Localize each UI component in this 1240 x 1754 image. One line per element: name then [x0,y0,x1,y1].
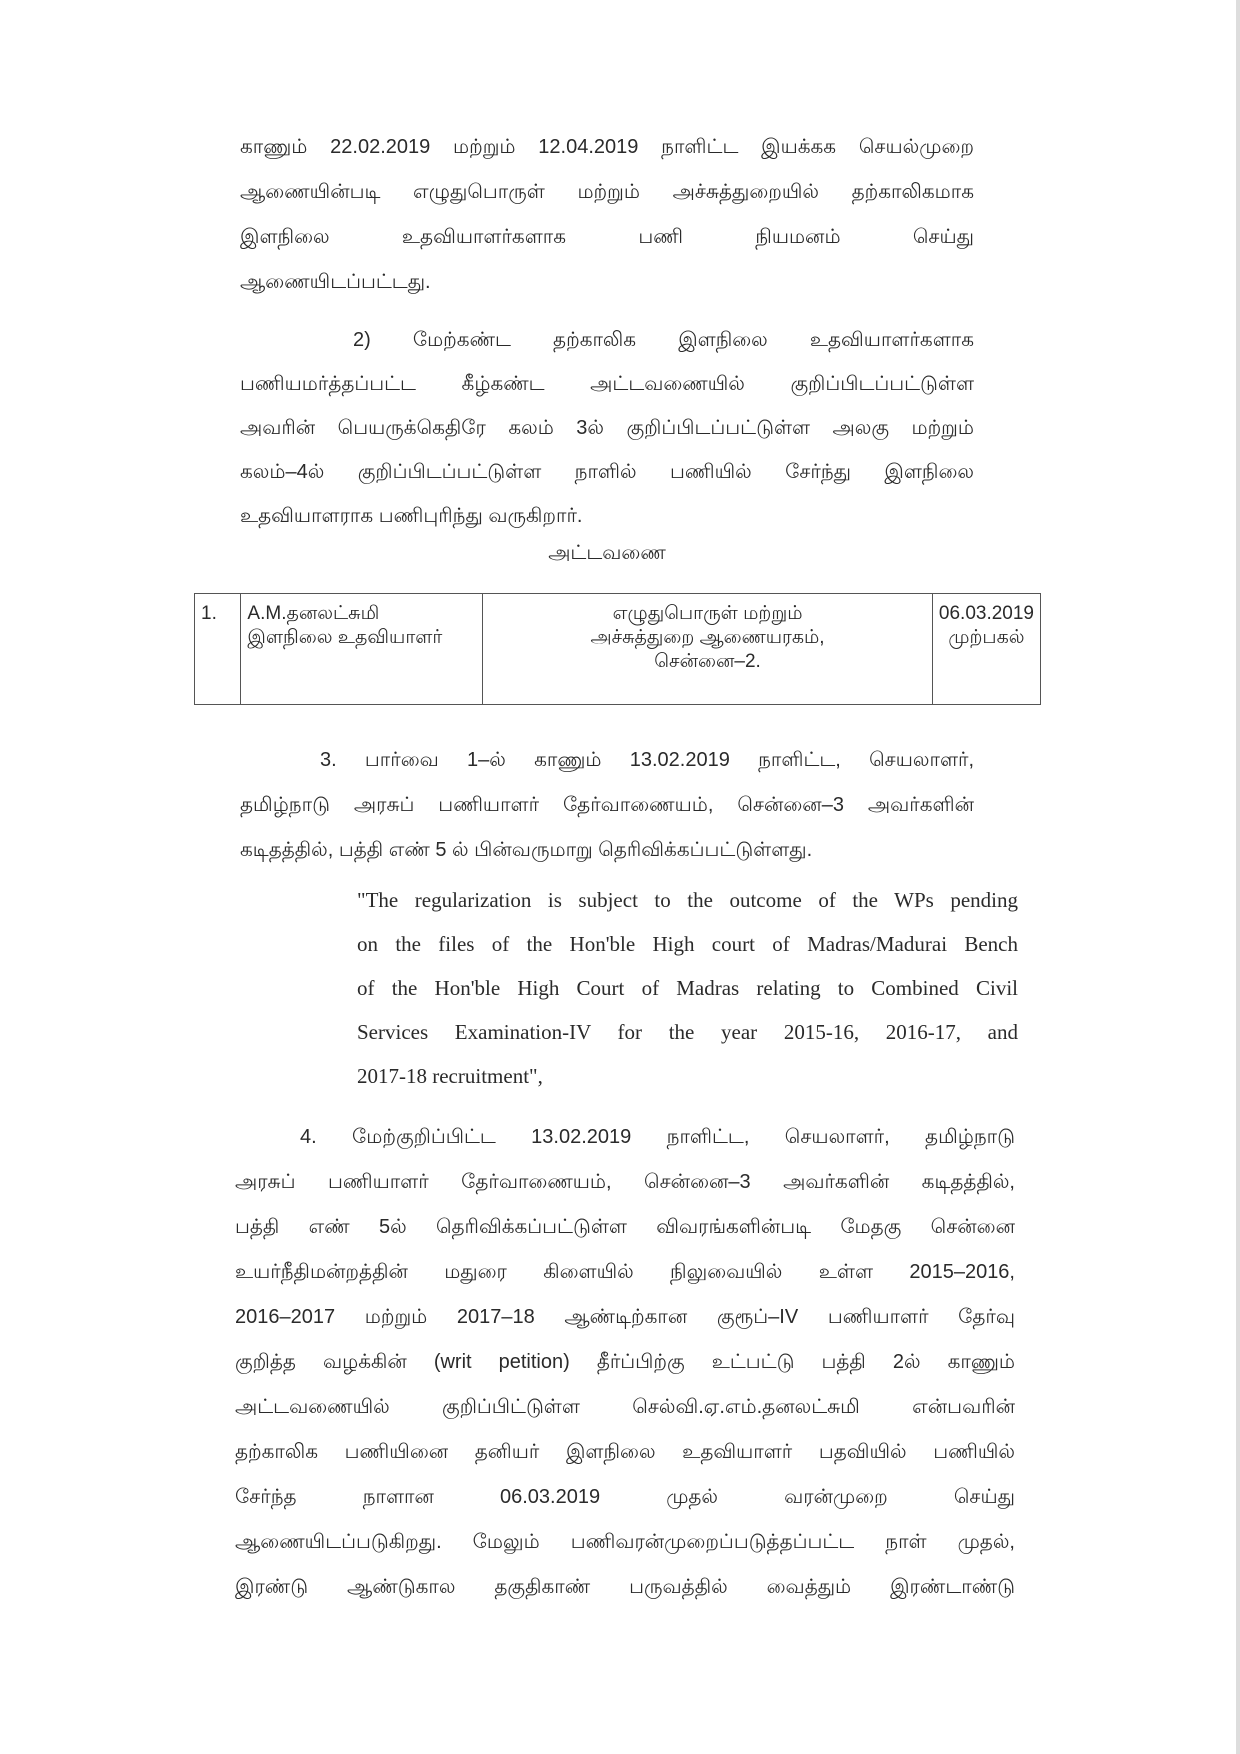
text-line: காணும் 22.02.2019 மற்றும் 12.04.2019 நாளிட்ட இயக்கக செயல்முறை [240,136,974,158]
text-line: இளநிலை உதவியாளர்களாக பணி நியமனம் செய்து [240,226,974,248]
text-line: ஆணையிடப்படுகிறது. மேலும் பணிவரன்முறைப்படுத்தப்பட்ட நாள் முதல், [235,1531,1015,1553]
text-line: அட்டவணையில் குறிப்பிட்டுள்ள செல்வி.ஏ.எம்.தனலட்சுமி என்பவரின் [235,1396,1015,1418]
employee-designation: இளநிலை உதவியாளர் [247,627,443,648]
unit-line: எழுதுபொருள் மற்றும் [612,603,803,624]
quote-line: on the files of the Hon'ble High court of Madras/Madurai Bench [357,932,1018,956]
table-title: அட்டவணை [548,542,666,564]
table-row [195,594,1041,705]
text-line: உதவியாளராக பணிபுரிந்து வருகிறார். [240,505,583,527]
quote-line: of the Hon'ble High Court of Madras relating to Combined Civil [357,976,1018,1000]
text-line: பணியமர்த்தப்பட்ட கீழ்கண்ட அட்டவணையில் குறிப்பிடப்பட்டுள்ள [240,373,974,395]
text-line: குறித்த வழக்கின் (writ petition) தீர்ப்பிற்கு உட்பட்டு பத்தி 2ல் காணும் [235,1351,1015,1373]
unit-line: அச்சுத்துறை ஆணையரகம், [590,627,825,648]
unit-line: சென்னை–2. [654,651,761,672]
joining-date: 06.03.2019 [938,603,1034,624]
text-line: அவரின் பெயருக்கெதிரே கலம் 3ல் குறிப்பிடப்பட்டுள்ள அலகு மற்றும் [240,417,974,439]
text-line: உயர்நீதிமன்றத்தின் மதுரை கிளையில் நிலுவையில் உள்ள 2015–2016, [235,1261,1015,1283]
quote-line: 2017-18 recruitment", [357,1064,543,1088]
text-line: 3. பார்வை 1–ல் காணும் 13.02.2019 நாளிட்ட, செயலாளர், [320,749,974,771]
name-cell [241,594,483,705]
joining-session: முற்பகல் [948,627,1025,648]
text-line: கலம்–4ல் குறிப்பிடப்பட்டுள்ள நாளில் பணியில் சேர்ந்து இளநிலை [240,461,974,483]
unit-cell [483,594,933,705]
quote-line: Services Examination-IV for the year 2015-16, 2016-17, and [357,1020,1018,1044]
text-line: 2016–2017 மற்றும் 2017–18 ஆண்டிற்கான குரூப்–IV பணியாளர் தேர்வு [235,1306,1015,1328]
text-line: சேர்ந்த நாளான 06.03.2019 முதல் வரன்முறை செய்து [235,1486,1015,1508]
text-line: ஆணையிடப்பட்டது. [240,271,431,293]
text-line: கடிதத்தில், பத்தி எண் 5 ல் பின்வருமாறு தெரிவிக்கப்பட்டுள்ளது. [240,839,813,861]
quote-line: "The regularization is subject to the outcome of the WPs pending [357,888,1018,912]
text-line: இரண்டு ஆண்டுகால தகுதிகாண் பருவத்தில் வைத்தும் இரண்டாண்டு [235,1576,1015,1598]
text-line: தற்காலிக பணியினை தனியர் இளநிலை உதவியாளர் பதவியில் பணியில் [235,1441,1015,1463]
text-line: ஆணையின்படி எழுதுபொருள் மற்றும் அச்சுத்துறையில் தற்காலிகமாக [240,181,974,203]
text-line: 4. மேற்குறிப்பிட்ட 13.02.2019 நாளிட்ட, செயலாளர், தமிழ்நாடு [300,1126,1015,1148]
schedule-table [194,593,1041,705]
employee-name: A.M.தனலட்சுமி [247,603,380,624]
date-cell [932,594,1040,705]
serial-cell: 1. [195,594,241,705]
scan-edge [1236,0,1240,1754]
text-line: அரசுப் பணியாளர் தேர்வாணையம், சென்னை–3 அவர்களின் கடிதத்தில், [235,1171,1015,1193]
text-line: தமிழ்நாடு அரசுப் பணியாளர் தேர்வாணையம், சென்னை–3 அவர்களின் [240,794,974,816]
text-line: 2) மேற்கண்ட தற்காலிக இளநிலை உதவியாளர்களாக [353,329,974,351]
text-line: பத்தி எண் 5ல் தெரிவிக்கப்பட்டுள்ள விவரங்களின்படி மேதகு சென்னை [235,1216,1015,1238]
